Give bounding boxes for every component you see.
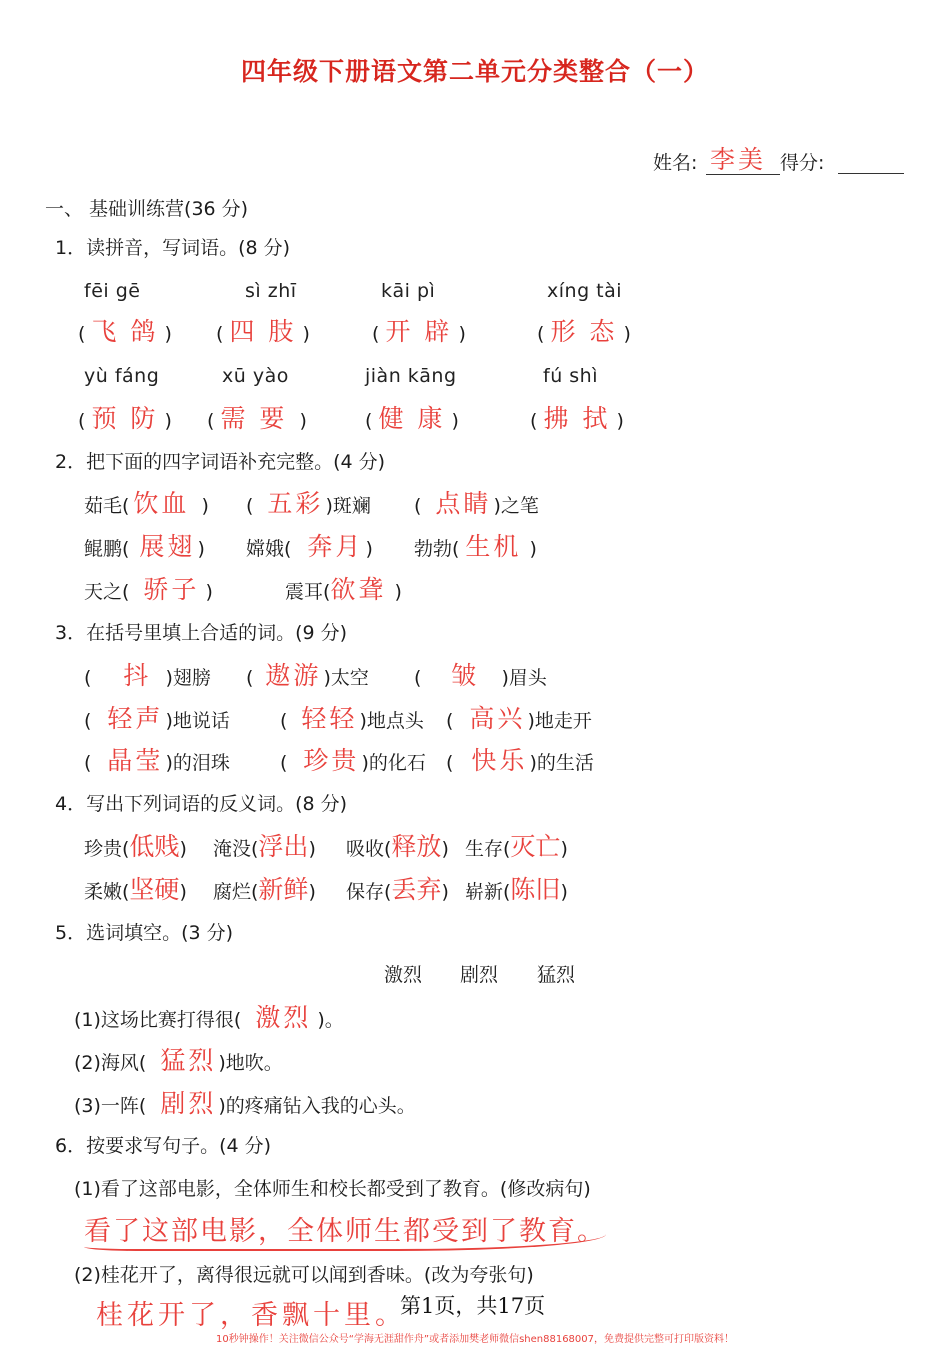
q5-suffix: )的疼痛钻入我的心头。 — [218, 1095, 416, 1117]
q1-pinyin: xíng tài — [547, 280, 623, 302]
q2-suffix: ) — [197, 538, 205, 560]
q2-heading: 2．把下面的四字词语补充完整。(4 分) — [55, 451, 386, 473]
q2-item[interactable] — [84, 575, 213, 604]
q1-answer-box[interactable]: ( 健 康 ) — [365, 404, 459, 433]
promo-footer: 10秒钟操作！关注微信公众号“学海无涯甜作舟”或者添加樊老师微信shen88168007，免费提供完整可打印版资料！ — [215, 1334, 735, 1345]
q3-item[interactable]: ( 遨游 )太空 — [246, 661, 369, 690]
q5-heading: 5．选词填空。(3 分) — [55, 922, 234, 944]
q5-suffix: )。 — [317, 1009, 344, 1031]
q3-suffix: )地说话 — [165, 710, 230, 732]
q1-answer: 预 防 — [91, 404, 159, 433]
q4-word: 生存( — [465, 838, 511, 860]
q2-answer: 展翅 — [139, 532, 196, 561]
q4-item[interactable]: 保存(丢弃) — [346, 875, 449, 904]
q3-suffix: )的化石 — [361, 752, 426, 774]
q1-pinyin: jiàn kāng — [365, 365, 457, 387]
q3-answer: 轻声 — [107, 704, 164, 733]
q4-word: 吸收( — [346, 838, 392, 860]
q2-answer: 饮血 — [133, 489, 190, 518]
q5-prefix: (1)这场比赛打得很( — [74, 1009, 242, 1031]
q2-answer: 点睛 — [435, 489, 492, 518]
q1-answer: 飞 鸽 — [91, 317, 159, 346]
q2-prefix: 天之( — [84, 581, 130, 603]
q2-answer: 骄子 — [143, 575, 200, 604]
q2-prefix: ( — [414, 495, 422, 517]
q1-answer-box[interactable]: ( 飞 鸽 ) — [78, 317, 172, 346]
name-value: 李美 — [710, 145, 767, 174]
q1-pinyin: xū yào — [222, 365, 289, 387]
q3-answer: 晶莹 — [107, 746, 164, 775]
page-number: 第1页，共17页 — [400, 1294, 546, 1318]
q3-item[interactable]: ( 晶莹 )的泪珠 — [84, 746, 230, 775]
q6-answer[interactable]: 桂花开了，香飘十里。 — [96, 1300, 406, 1331]
q3-suffix: )地点头 — [359, 710, 424, 732]
q5-option: 剧烈 — [460, 964, 499, 986]
q2-prefix: ( — [246, 495, 254, 517]
q5-option: 激烈 — [384, 964, 423, 986]
q4-word: 淹没( — [213, 838, 259, 860]
q1-answer-box[interactable]: ( 需 要 ) — [207, 404, 307, 433]
q1-answer: 健 康 — [378, 404, 446, 433]
q2-item[interactable] — [84, 532, 205, 561]
q3-suffix: )眉头 — [501, 667, 547, 689]
q2-suffix: ) — [365, 538, 373, 560]
q5-item[interactable] — [74, 1046, 283, 1075]
q3-item[interactable]: ( 快乐 )的生活 — [446, 746, 594, 775]
q2-suffix: ) — [394, 581, 402, 603]
q2-item[interactable] — [84, 489, 209, 518]
q4-answer: 丢弃 — [391, 875, 442, 904]
q5-answer: 激烈 — [255, 1003, 312, 1032]
q5-answer: 剧烈 — [160, 1089, 217, 1118]
q1-heading: 1．读拼音，写词语。(8 分) — [55, 237, 291, 259]
q1-answer-box[interactable]: ( 预 防 ) — [78, 404, 172, 433]
q4-item[interactable]: 柔嫩(坚硬) — [84, 875, 187, 904]
q5-prefix: (2)海风( — [74, 1052, 147, 1074]
score-label: 得分: — [780, 152, 825, 174]
q4-item[interactable]: 珍贵(低贱) — [84, 832, 187, 861]
q2-item[interactable] — [414, 489, 539, 518]
q5-item[interactable] — [74, 1003, 344, 1032]
q1-pinyin: fēi gē — [84, 280, 141, 302]
q2-answer: 五彩 — [267, 489, 324, 518]
q2-suffix: ) — [205, 581, 213, 603]
q3-answer: 皱 — [451, 661, 480, 690]
q3-answer: 轻轻 — [301, 704, 358, 733]
q2-suffix: ) — [529, 538, 537, 560]
q4-item[interactable]: 腐烂(新鲜) — [213, 875, 316, 904]
q5-prefix: (3)一阵( — [74, 1095, 147, 1117]
q1-pinyin: sì zhī — [245, 280, 297, 302]
q5-option: 猛烈 — [537, 964, 576, 986]
q6-prompt: (2)桂花开了，离得很远就可以闻到香味。(改为夸张句) — [74, 1264, 534, 1286]
q3-answer: 遨游 — [265, 661, 322, 690]
q6-heading: 6．按要求写句子。(4 分) — [55, 1135, 272, 1157]
name-label: 姓名: — [653, 152, 698, 174]
q4-word: 柔嫩( — [84, 881, 130, 903]
q4-item[interactable]: 淹没(浮出) — [213, 832, 316, 861]
q3-suffix: )太空 — [323, 667, 369, 689]
q1-answer: 形 态 — [550, 317, 618, 346]
q2-suffix: ) — [201, 495, 209, 517]
section-heading: 一、 基础训练营(36 分) — [45, 198, 249, 220]
q1-answer: 开 辟 — [385, 317, 453, 346]
q2-answer: 生机 — [465, 532, 522, 561]
score-field[interactable] — [838, 150, 904, 174]
q3-suffix: )的生活 — [529, 752, 594, 774]
q4-answer: 坚硬 — [129, 875, 180, 904]
q3-suffix: )地走开 — [527, 710, 592, 732]
q1-answer-box[interactable]: ( 形 态 ) — [537, 317, 631, 346]
q2-prefix: 鲲鹏( — [84, 538, 130, 560]
q4-item[interactable]: 生存(灭亡) — [465, 832, 568, 861]
q3-answer: 珍贵 — [303, 746, 360, 775]
q1-answer-box[interactable]: ( 拂 拭 ) — [530, 404, 624, 433]
q6-prompt: (1)看了这部电影，全体师生和校长都受到了教育。(修改病句) — [74, 1178, 591, 1200]
q3-item[interactable]: ( 抖 )翅膀 — [84, 661, 211, 690]
q3-item[interactable]: ( 轻轻 )地点头 — [280, 704, 424, 733]
q5-suffix: )地吹。 — [218, 1052, 283, 1074]
q1-answer: 需 要 — [220, 404, 288, 433]
q2-suffix: )斑斓 — [325, 495, 371, 517]
q4-word: 珍贵( — [84, 838, 130, 860]
q4-answer: 释放 — [391, 832, 442, 861]
q1-answer-box[interactable]: ( 四 肢 ) — [216, 317, 310, 346]
q1-pinyin: yù fáng — [84, 365, 160, 387]
q2-item[interactable] — [246, 532, 373, 561]
q2-suffix: )之笔 — [493, 495, 539, 517]
q3-item[interactable]: ( 轻声 )地说话 — [84, 704, 230, 733]
q4-word: 保存( — [346, 881, 392, 903]
q5-answer: 猛烈 — [160, 1046, 217, 1075]
q4-answer: 新鲜 — [258, 875, 309, 904]
worksheet-title: 四年级下册语文第二单元分类整合（一） — [240, 57, 709, 86]
q2-answer: 奔月 — [307, 532, 364, 561]
q2-prefix: 震耳( — [285, 581, 331, 603]
q3-suffix: )翅膀 — [165, 667, 211, 689]
q4-word: 崭新( — [465, 881, 511, 903]
q1-answer: 四 肢 — [229, 317, 297, 346]
q1-answer: 拂 拭 — [543, 404, 611, 433]
q1-answer-box[interactable]: ( 开 辟 ) — [372, 317, 466, 346]
q3-heading: 3．在括号里填上合适的词。(9 分) — [55, 622, 348, 644]
q3-suffix: )的泪珠 — [165, 752, 230, 774]
q4-word: 腐烂( — [213, 881, 259, 903]
q4-heading: 4．写出下列词语的反义词。(8 分) — [55, 793, 348, 815]
q3-item[interactable]: ( 皱 )眉头 — [414, 661, 547, 690]
q4-answer: 低贱 — [129, 832, 180, 861]
q4-answer: 浮出 — [258, 832, 309, 861]
q3-item[interactable]: ( 高兴 )地走开 — [446, 704, 592, 733]
q5-item[interactable] — [74, 1089, 416, 1118]
q2-item[interactable] — [246, 489, 371, 518]
q3-answer: 抖 — [123, 661, 152, 690]
q6-answer[interactable]: 看了这部电影，全体师生都受到了教育。 — [84, 1209, 606, 1251]
q2-answer: 欲聋 — [330, 575, 387, 604]
q2-item[interactable] — [285, 575, 402, 604]
q3-answer: 快乐 — [471, 746, 528, 775]
q1-pinyin: kāi pì — [381, 280, 436, 302]
q2-prefix: 茹毛( — [84, 495, 130, 517]
q4-item[interactable]: 崭新(陈旧) — [465, 875, 568, 904]
q4-answer: 陈旧 — [510, 875, 561, 904]
q1-pinyin: fú shì — [543, 365, 598, 387]
q2-prefix: 勃勃( — [414, 538, 460, 560]
q2-prefix: 嫦娥( — [246, 538, 292, 560]
name-field[interactable] — [706, 140, 780, 175]
q4-item[interactable]: 吸收(释放) — [346, 832, 449, 861]
q3-item[interactable]: ( 珍贵 )的化石 — [280, 746, 426, 775]
q2-item[interactable] — [414, 532, 537, 561]
q4-answer: 灭亡 — [510, 832, 561, 861]
q3-answer: 高兴 — [469, 704, 526, 733]
